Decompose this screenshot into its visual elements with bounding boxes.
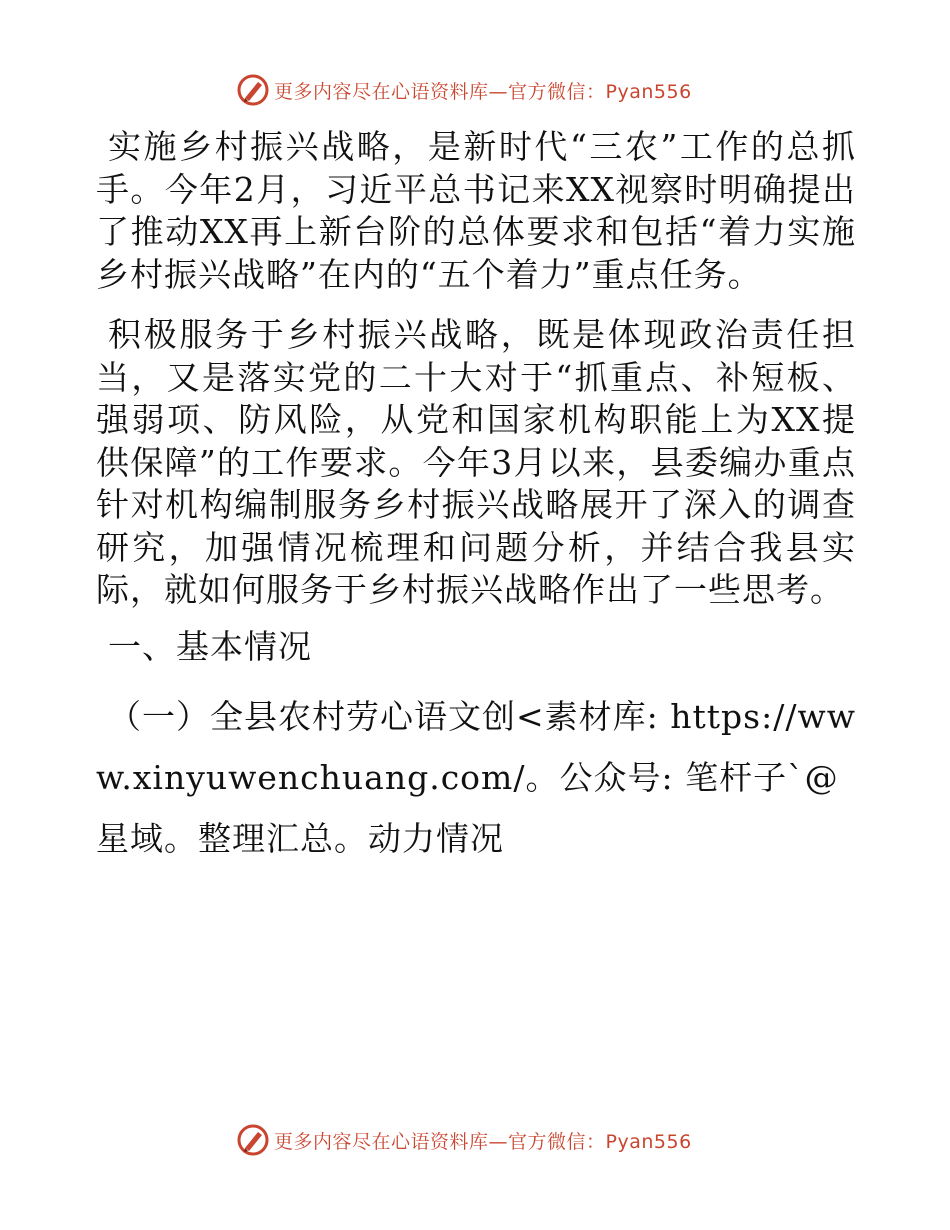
watermark-text: 更多内容尽在心语资料库—官方微信：Pyan556 [274,80,692,103]
watermark-header [236,72,692,108]
section-heading: 一、基本情况 [108,626,312,666]
paragraph-1: 实施乡村振兴战略，是新时代“三农”工作的总抓手。今年2月，习近平总书记来XX视察时明确提出了推动XX再上新台阶的总体要求和包括“着力实施乡村振兴战略”在内的“五个着力”重点任务。 [96,127,856,294]
paragraph-2: 积极服务于乡村振兴战略，既是体现政治责任担当，又是落实党的二十大对于“抓重点、补短板、强弱项、防风险，从党和国家机构职能上为XX提供保障”的工作要求。今年3月以来，县委编办重点针对机构编制服务乡村振兴战略展开了深入的调查研究，加强情况梳理和问题分析，并结合我县实际，就如何服务于乡村振兴战略作出了一些思考。 [96,315,856,609]
watermark-text: 更多内容尽在心语资料库—官方微信：Pyan556 [274,1130,692,1153]
watermark-footer [236,1122,692,1158]
document-body [96,126,856,869]
subsection-heading: （一）全县农村劳心语文创<素材库: https://www.xinyuwenchuang.com/。公众号: 笔杆子`@星域。整理汇总。动力情况 [96,697,856,858]
pen-logo-icon [236,73,270,107]
pen-logo-icon [236,1123,270,1157]
